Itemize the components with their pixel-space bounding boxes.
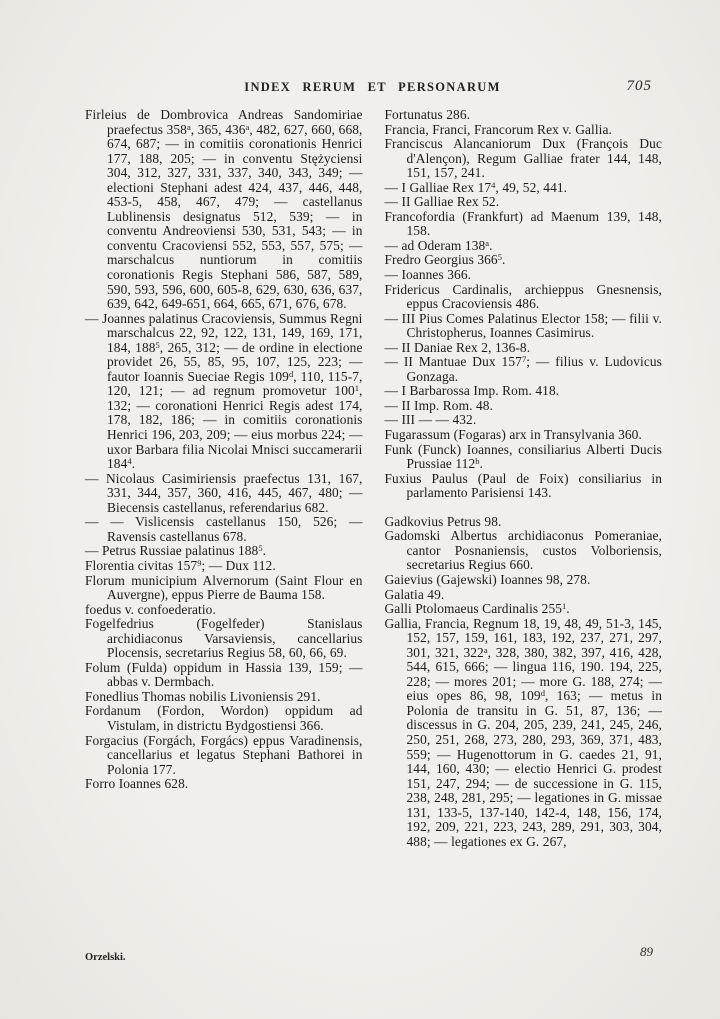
index-entry: Gadomski Albertus archidiaconus Pomeraniae, cantor Posnaniensis, custos Volboriensis, secretarius Regius 660.: [384, 528, 662, 573]
index-entry: — III Pius Comes Palatinus Elector 158; — filii v. Christopherus, Ioannes Casimirus.: [384, 310, 662, 341]
page-header: [85, 80, 660, 100]
index-entry: — Ioannes 366.: [384, 267, 472, 283]
index-entry: — II Imp. Rom. 48.: [384, 397, 494, 413]
page-number: 705: [626, 78, 652, 94]
index-entry: Fogelfedrius (Fogelfeder) Stanislaus archidiaconus Varsaviensis, cancellarius Plocensis, secretarius Regius 58, 60, 66, 69.: [85, 616, 363, 661]
index-entry: Galli Ptolomaeus Cardinalis $255^1$.: [384, 601, 570, 617]
index-entry: — Petrus Russiae palatinus $188^5$.: [85, 543, 267, 559]
index-entry: — II Galliae Rex 52.: [384, 194, 500, 210]
index-entry: Florentia civitas $157^9$; — Dux 112.: [85, 557, 276, 573]
signature-number: 89: [640, 944, 653, 959]
index-entry: Francofordia (Frankfurt) ad Maenum 139, 148, 158.: [384, 208, 662, 239]
index-entry: Gadkovius Petrus 98.: [384, 513, 502, 529]
index-entry: — — Vislicensis castellanus 150, 526; — Ravensis castellanus 678.: [85, 514, 363, 544]
index-entry: — ad Oderam 138$^a$.: [384, 237, 493, 253]
index-entry: Firleius de Dombrovica Andreas Sandomiriae praefectus 358$^a$, 365, 436$^a$, 482, 627, 660, 668, 674, 687; — in comitiis coronationis Henrici 177, 188, 205; — in conventu Stężyciensi 304, 312, 327, 331, 337, 340, 343, 349; — electioni Stephani adest 424, 437, 446, 448, 453-5, 458, 467, 479; — castellanus Lublinensis designatus 512, 539; — in conventu Andreoviensi 530, 531, 543; — in conventu Cracoviensi 552, 553, 557, 575; — marschalcus nuntiorum in comitiis coronationis Regis Stephani 586, 587, 589, 590, 593, 596, 600, 605-8, 629, 630, 636, 637, 639, 642, 649-651, 664, 665, 671, 676, 678.: [85, 107, 363, 312]
index-entry: foedus v. confoederatio.: [85, 601, 216, 617]
running-title: INDEX RERUM ET PERSONARUM: [244, 80, 501, 94]
index-entry: Fredro Georgius $366^5$.: [384, 252, 506, 268]
index-entry: — I Barbarossa Imp. Rom. 418.: [384, 383, 560, 399]
index-entry: Fuxius Paulus (Paul de Foix) consiliarius in parlamento Parisiensi 143.: [384, 470, 662, 501]
index-entry: Gaievius (Gajewski) Ioannes 98, 278.: [384, 571, 591, 587]
index-entry: Gallia, Francia, Regnum 18, 19, 48, 49, 51-3, 145, 152, 157, 159, 161, 183, 192, 237, 271, 297, 301, 321, 322$^a$, 328, 380, 382, 397, 416, 428, 544, 615, 666; — lingua 116, 190. 194, 225, 228; — mores 201; — more G. 188, 274; — eius opes 86, 98, 109$^d$, 163; — metus in Polonia de transitu in G. 51, 87, 136; — discessus in G. 204, 205, 239, 241, 245, 246, 250, 251, 268, 273, 280, 293, 369, 371, 483, 559; — Hugenottorum in G. caedes 21, 91, 144, 160, 430; — electio Henrici G. prodest 151, 247, 294; — de successione in G. 115, 238, 248, 281, 295; — legationes in G. missae 131, 133-5, 137-140, 142-4, 148, 156, 174, 192, 209, 221, 223, 243, 289, 291, 303, 304, 488; — legationes ex G. 267,: [384, 615, 662, 849]
index-entry: Galatia 49.: [384, 586, 445, 602]
index-entry: Fordanum (Fordon, Wordon) oppidum ad Vistulam, in districtu Bydgostiensi 366.: [85, 703, 363, 733]
index-entry: Fridericus Cardinalis, archieppus Gnesnensis, eppus Cracoviensis 486.: [384, 281, 662, 312]
index-entry: — II Mantuae Dux $157^7$; — filius v. Ludovicus Gonzaga.: [384, 354, 662, 384]
index-entry: — III — — 432.: [384, 412, 477, 428]
index-entry: Fortunatus 286.: [384, 107, 471, 122]
catchword: Orzelski.: [85, 952, 126, 963]
index-entry: Forgacius (Forgách, Forgács) eppus Varadinensis, cancellarius et legatus Stephani Bathorei in Polonia 177.: [85, 732, 363, 777]
index-entry: Francia, Franci, Francorum Rex v. Gallia.: [384, 121, 612, 137]
index-entry: Florum municipium Alvernorum (Saint Flour en Auvergne), eppus Pierre de Bauma 158.: [85, 572, 363, 603]
index-columns: [85, 108, 662, 849]
index-entry: Fonedlius Thomas nobilis Livoniensis 291.: [85, 688, 321, 704]
right-column: [385, 108, 663, 849]
index-entry: Franciscus Alancaniorum Dux (François Duc d'Alençon), Regum Galliae frater 144, 148, 151, 157, 241.: [384, 136, 662, 181]
index-entry: — II Daniae Rex 2, 136-8.: [384, 339, 531, 355]
index-entry: Fugarassum (Fogaras) arx in Transylvania 360.: [384, 427, 642, 443]
left-column: [85, 108, 363, 849]
index-entry: — I Galliae Rex $17^4$, 49, 52, 441.: [384, 179, 568, 195]
index-entry: Forro Ioannes 628.: [85, 776, 189, 792]
index-entry: — Nicolaus Casimiriensis praefectus 131, 167, 331, 344, 357, 360, 416, 445, 467, 480; — Biecensis castellanus, referendarius 682.: [85, 470, 363, 515]
index-entry: — Joannes palatinus Cracoviensis, Summus Regni marschalcus 22, 92, 122, 131, 149, 169, 171, 184, $188^5$, 265, 312; — de ordine in electione providet 26, 55, 85, 95, 107, 125, 223; — fautor Ioannis Sueciae Regis 109$^d$, 110, 115-7, 120, 121; — ad regnum promovetur $100^1$, 132; — coronationi Henrici Regis adest 174, 178, 182, 186; — in comitiis coronationis Henrici 196, 203, 209; — eius morbus 224; — uxor Barbara filia Nicolai Mnisci succamerarii $184^4$.: [85, 310, 363, 472]
index-entry: Funk (Funck) Ioannes, consiliarius Alberti Ducis Prussiae 112$^b$.: [384, 441, 662, 472]
index-entry: Folum (Fulda) oppidum in Hassia 139, 159; — abbas v. Dermbach.: [85, 659, 363, 690]
